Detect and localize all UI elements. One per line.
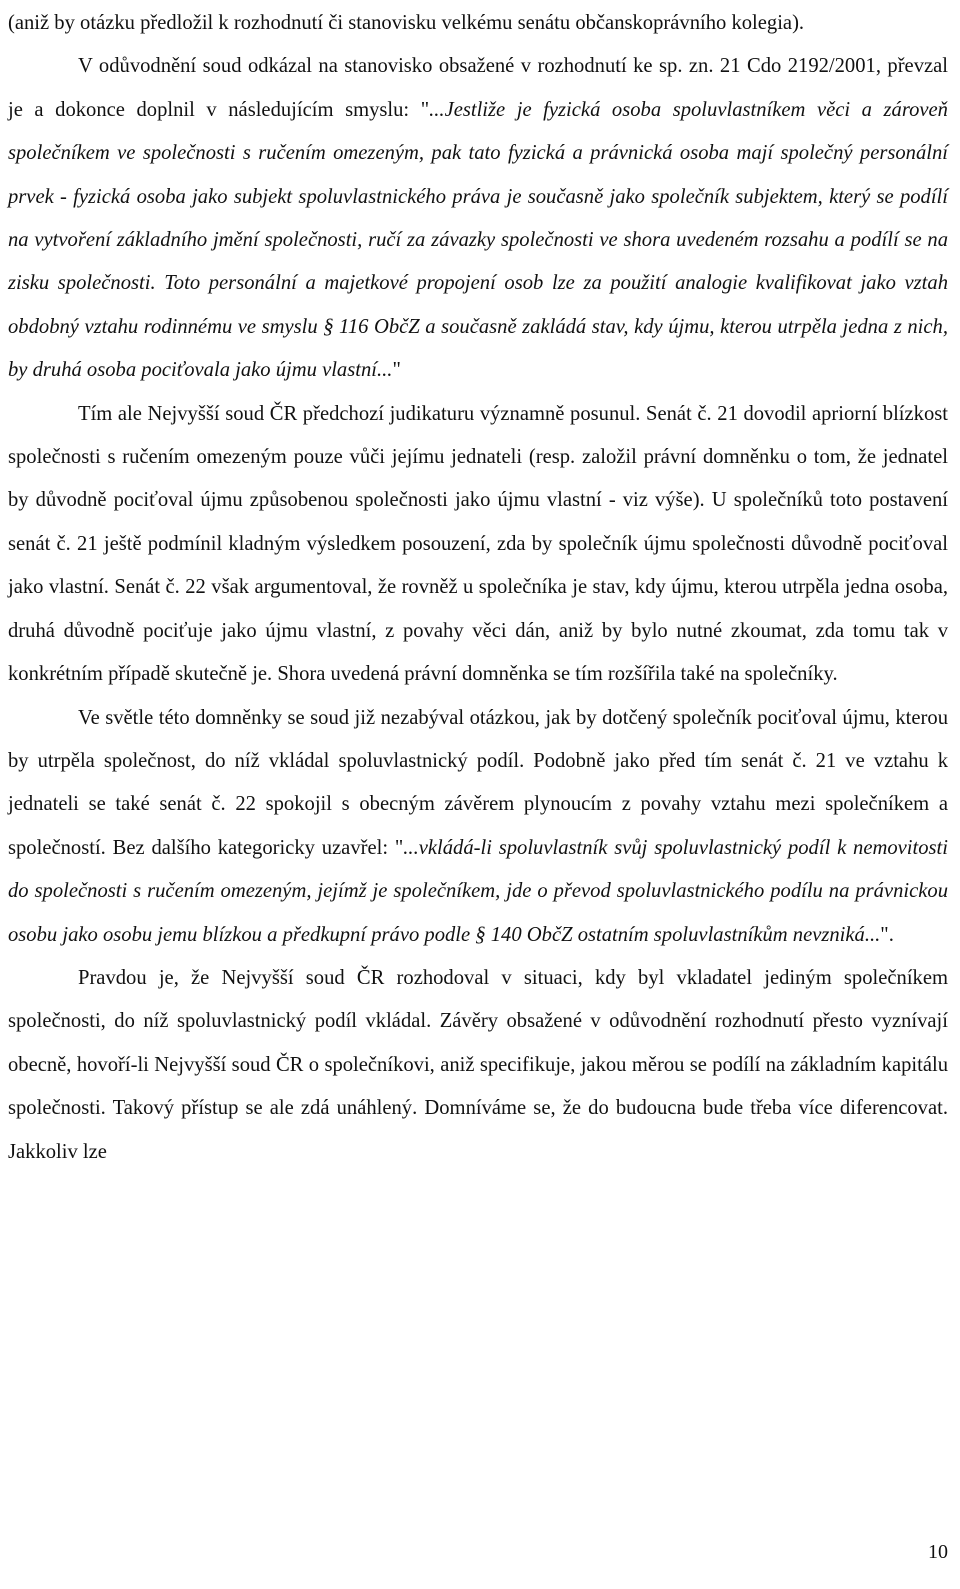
page-number: 10 [928, 1541, 948, 1563]
text-run: V odůvodnění soud odkázal na stanovisko obsažené v rozhodnutí ke sp. zn. 21 Cdo 2192/2001, převzal je a dokonce doplnil v následujícím smyslu: " [8, 55, 948, 121]
quoted-text: ...vkládá-li spoluvlastník svůj spoluvlastnický podíl k nemovitosti do společnosti s ručením omezeným, jejímž je společníkem, jde o převod spoluvlastnického podílu na právnickou osobu jako osobu jemu blízkou a předkupní právo podle § 140 ObčZ ostatním spoluvlastníkům nevzniká... [8, 836, 948, 946]
text-run: Pravdou je, že Nejvyšší soud ČR rozhodoval v situaci, kdy byl vkladatel jediným společníkem společnosti, do níž spoluvlastnický podíl vkládal. Závěry obsažené v odůvodnění rozhodnutí přesto vyznívají obecně, hovoří-li Nejvyšší soud ČR o společníkovi, aniž specifikuje, jakou měrou se podílí na základním kapitálu společnosti. Takový přístup se ale zdá unáhlený. Domníváme se, že do budoucna bude třeba více diferencovat. Jakkoliv lze [8, 966, 948, 1163]
text-run: Tím ale Nejvyšší soud ČR předchozí judikaturu významně posunul. Senát č. 21 dovodil apriorní blízkost společnosti s ručením omezeným pouze vůči jejímu jednateli (resp. založil právní domněnku o tom, že jednatel by důvodně pociťoval újmu způsobenou společnosti jako újmu vlastní - viz výše). U společníků toto postavení senát č. 21 ještě podmínil kladným výsledkem posouzení, zda by společník újmu společnosti důvodně pociťoval jako vlastní. Senát č. 22 však argumentoval, že rovněž u společníka je stav, kdy újmu, kterou utrpěla jedna osoba, druhá důvodně pociťuje jako újmu vlastní, z povahy věci dán, aniž by bylo nutné zkoumat, zda tomu tak v konkrétním případě skutečně je. Shora uvedená právní domněnka se tím rozšířila také na společníky. [8, 402, 948, 686]
text-run: (aniž by otázku předložil k rozhodnutí či stanovisku velkému senátu občanskoprávního kolegia). [8, 12, 805, 34]
text-run: " [392, 359, 401, 382]
text-run: ". [880, 923, 894, 946]
paragraph [8, 957, 948, 1174]
paragraph [8, 2, 948, 45]
paragraph [8, 45, 948, 392]
quoted-text: ...Jestliže je fyzická osoba spoluvlastníkem věci a zároveň společníkem ve společnosti s ručením omezeným, pak tato fyzická a právnická osoba mají společný personální prvek - fyzická osoba jako subjekt spoluvlastnického práva je současně jako společník subjektem, který se podílí na vytvoření základního jmění společnosti, ručí za závazky společnosti ve shora uvedeném rozsahu a podílí se na zisku společnosti. Toto personální a majetkové propojení osob lze za použití analogie kvalifikovat jako vztah obdobný vztahu rodinnému ve smyslu § 116 ObčZ a současně zakládá stav, kdy újmu, kterou utrpěla jedna z nich, by druhá osoba pociťovala jako újmu vlastní... [8, 98, 948, 382]
paragraph [8, 697, 948, 957]
document-page [8, 2, 948, 1174]
paragraph [8, 393, 948, 697]
text-run: Ve světle této domněnky se soud již nezabýval otázkou, jak by dotčený společník pociťoval újmu, kterou by utrpěla společnost, do níž vkládal spoluvlastnický podíl. Podobně jako před tím senát č. 21 ve vztahu k jednateli se také senát č. 22 spokojil s obecným závěrem plynoucím z povahy vztahu mezi společníkem a společností. Bez dalšího kategoricky uzavřel: " [8, 706, 948, 859]
